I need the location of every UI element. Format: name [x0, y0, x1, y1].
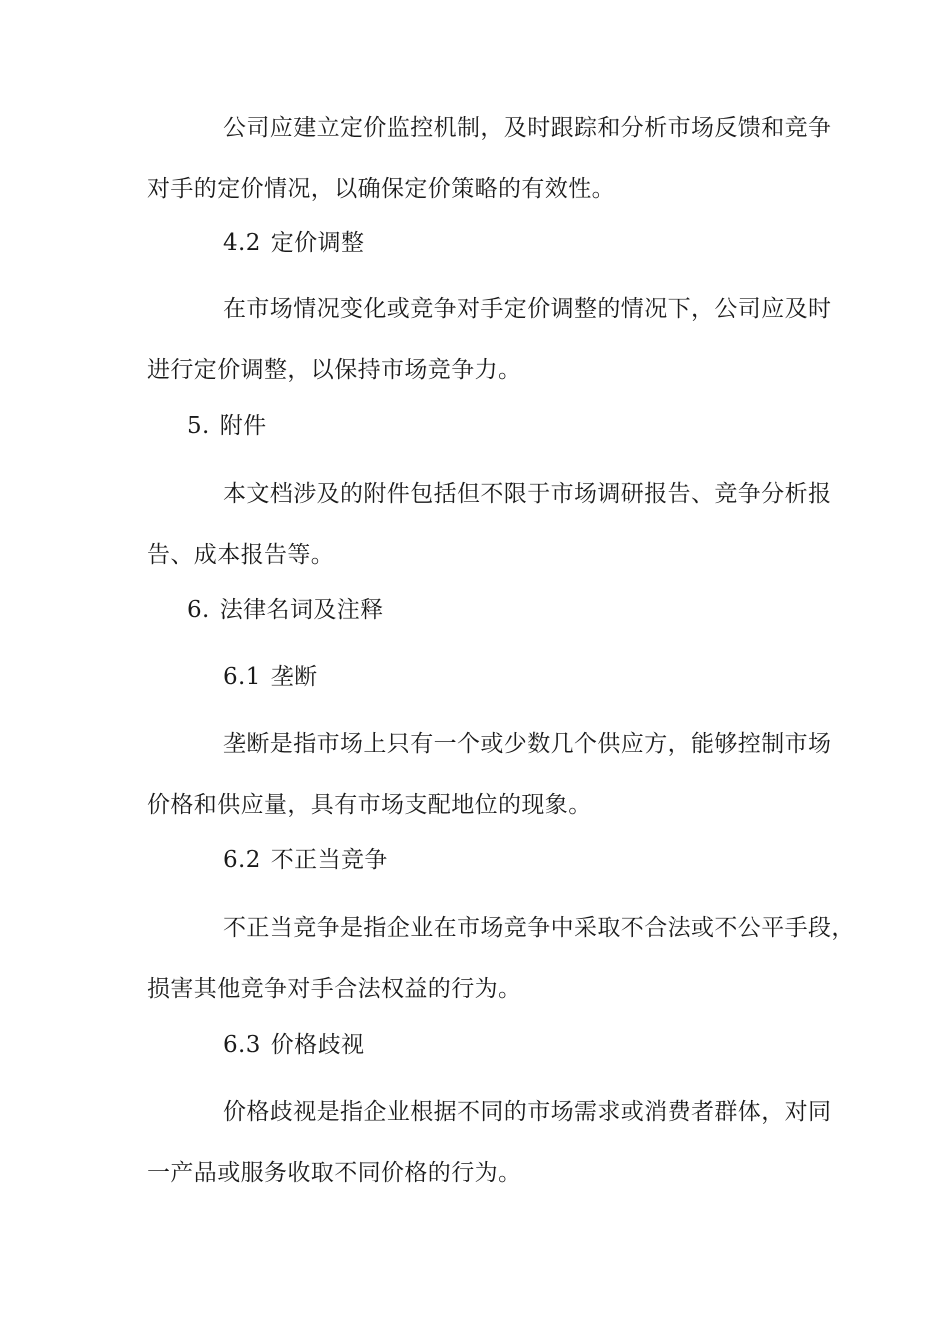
subheading-line: [147, 213, 807, 274]
section-number: 6.3: [223, 1032, 261, 1058]
paragraph-line: 本文档涉及的附件包括但不限于市场调研报告、竞争分析报: [223, 481, 832, 507]
section-title: 法律名词及注释: [219, 597, 384, 623]
section-number: 6.1: [223, 664, 261, 690]
subheading-line: [147, 647, 807, 708]
subheading-6-3: [147, 1015, 807, 1076]
paragraph-line: 告、成本报告等。: [147, 542, 335, 568]
heading-line: [147, 580, 807, 641]
paragraph-price-discrimination: [147, 1082, 832, 1204]
paragraph-pricing-monitoring: [147, 98, 832, 220]
paragraph-line: 损害其他竞争对手合法权益的行为。: [147, 976, 522, 1002]
paragraph-line: 进行定价调整，以保持市场竞争力。: [147, 357, 522, 383]
heading-5: [147, 396, 807, 457]
section-number: 6.: [187, 597, 210, 623]
paragraph-line: 公司应建立定价监控机制，及时跟踪和分析市场反馈和竞争: [223, 115, 832, 141]
paragraph-unfair-competition: [147, 898, 855, 1020]
subheading-line: [147, 1015, 807, 1076]
section-title: 垄断: [270, 664, 318, 690]
subheading-4-2: [147, 213, 807, 274]
section-title: 不正当竞争: [270, 847, 388, 873]
section-number: 4.2: [223, 230, 261, 256]
paragraph-line: 价格和供应量，具有市场支配地位的现象。: [147, 792, 592, 818]
paragraph-line: 在市场情况变化或竞争对手定价调整的情况下，公司应及时: [223, 296, 832, 322]
paragraph-pricing-adjustment: [147, 279, 832, 401]
paragraph-monopoly: [147, 714, 832, 836]
section-title: 价格歧视: [270, 1032, 365, 1058]
paragraph-attachments: [147, 464, 832, 586]
paragraph-line: 不正当竞争是指企业在市场竞争中采取不合法或不公平手段，: [223, 915, 855, 941]
heading-6: [147, 580, 807, 641]
subheading-line: [147, 830, 807, 891]
paragraph-line: 价格歧视是指企业根据不同的市场需求或消费者群体，对同: [223, 1099, 832, 1125]
paragraph-line: 对手的定价情况，以确保定价策略的有效性。: [147, 176, 615, 202]
subheading-6-2: [147, 830, 807, 891]
section-number: 6.2: [223, 847, 261, 873]
subheading-6-1: [147, 647, 807, 708]
paragraph-line: 垄断是指市场上只有一个或少数几个供应方，能够控制市场: [223, 731, 832, 757]
paragraph-line: 一产品或服务收取不同价格的行为。: [147, 1160, 522, 1186]
section-title: 定价调整: [270, 230, 365, 256]
section-title: 附件: [219, 413, 267, 439]
heading-line: [147, 396, 807, 457]
section-number: 5.: [187, 413, 210, 439]
